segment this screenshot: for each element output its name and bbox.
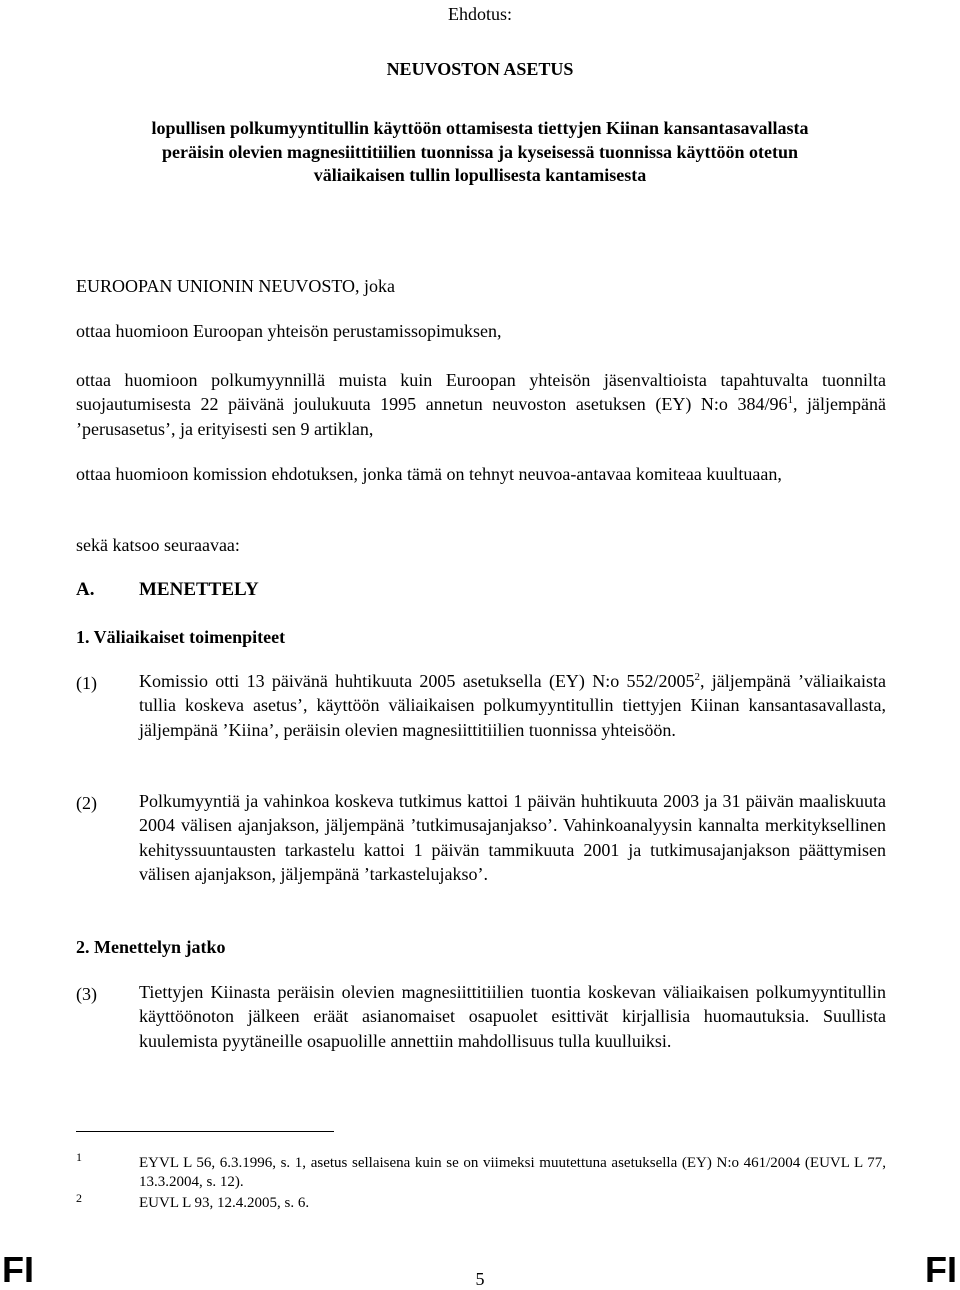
document-status-label: Ehdotus: xyxy=(447,4,512,24)
footnote-separator xyxy=(76,1131,334,1132)
recital-1-label: (1) xyxy=(76,673,97,693)
recital-1-text-b: , jäljempänä ’väliaikaista tullia koskeva asetus’, käyttöön väliaikaisen polkumyyntitullin tiettyjen Kiinan kansantasavallasta, jäljempänä ’Kiina’, peräisin olevien magnesiittitiilien tuonnissa yhteisöön. xyxy=(139,671,886,740)
citation-text-b: , jäljempänä ’perusasetus’, ja erityisesti sen 9 artiklan, xyxy=(76,394,886,439)
recital-2-text: Polkumyyntiä ja vahinkoa koskeva tutkimus kattoi 1 päivän huhtikuuta 2003 ja 31 päivän maaliskuuta 2004 välisen ajanjakson, jäljempänä ’tutkimusajanjakso’. Vahinkoanalyysin kannalta merkityksellinen kehityssuuntausten tarkastelu kattoi 1 päivän tammikuuta 2001 ja tutkimusajanjakson päättymisen välisen ajanjakson, jäljempänä ’tarkastelujakso’. xyxy=(139,791,886,885)
footnote-1-number: 1 xyxy=(76,1150,82,1164)
subject-line-1: lopullisen polkumyyntitullin käyttöön ottamisesta tiettyjen Kiinan kansantasavallasta xyxy=(151,118,809,138)
recital-3-label: (3) xyxy=(76,984,97,1004)
section-a-letter: A. xyxy=(76,579,95,600)
citation-commission-proposal: ottaa huomioon komission ehdotuksen, jonka tämä on tehnyt neuvoa-antavaa komiteaa kuultuaan, xyxy=(76,464,782,484)
council-heading: EUROOPAN UNIONIN NEUVOSTO, joka xyxy=(76,276,395,296)
citation-text-a: ottaa huomioon polkumyynnillä muista kuin Euroopan yhteisön jäsenvaltioista tapahtuvalta tuonnilta suojautumisesta 22 päivänä joulukuuta 1995 annetun neuvoston asetuksen (EY) N:o 384/96 xyxy=(76,370,886,415)
footnote-2-number: 2 xyxy=(76,1191,82,1205)
whereas-intro: sekä katsoo seuraavaa: xyxy=(76,535,240,555)
recital-3-text: Tiettyjen Kiinasta peräisin olevien magnesiittitiilien tuontia koskevan väliaikaisen polkumyyntitullin käyttöönoton jälkeen eräät asianomaiset osapuolet esittivät kirjallisia huomautuksia. Suullista kuulemista pyytäneille osapuolille annettiin mahdollisuus tulla kuulluiksi. xyxy=(139,982,886,1051)
footnote-ref-2: 2 xyxy=(694,671,700,683)
footnote-2-text: EUVL L 93, 12.4.2005, s. 6. xyxy=(139,1195,310,1211)
recital-1-text-a: Komissio otti 13 päivänä huhtikuuta 2005 asetuksella (EY) N:o 552/2005 xyxy=(139,671,695,691)
footnote-ref-1: 1 xyxy=(787,394,793,407)
subsection-1-title: 1. Väliaikaiset toimenpiteet xyxy=(76,627,286,647)
citation-basic-regulation xyxy=(76,368,886,441)
citation-treaty: ottaa huomioon Euroopan yhteisön perustamissopimuksen, xyxy=(76,321,502,341)
subsection-2-title: 2. Menettelyn jatko xyxy=(76,937,226,957)
footnote-1-text: EYVL L 56, 6.3.1996, s. 1, asetus sellaisena kuin se on viimeksi muutettuna asetuksella (EY) N:o 461/2004 (EUVL L 77, 13.3.2004, s. 12). xyxy=(139,1155,886,1190)
subject-line-2: peräisin olevien magnesiittitiilien tuonnissa ja kyseisessä tuonnissa käyttöön otetun xyxy=(161,142,799,162)
language-code-left: FI xyxy=(2,1249,34,1290)
recital-1-text xyxy=(139,669,886,742)
subject-line-3: väliaikaisen tullin lopullisesta kantamisesta xyxy=(313,165,647,185)
document-type-title: NEUVOSTON ASETUS xyxy=(386,59,574,79)
language-code-right: FI xyxy=(925,1249,957,1290)
recital-2-label: (2) xyxy=(76,793,97,813)
section-a-title: MENETTELY xyxy=(139,579,259,600)
page-number: 5 xyxy=(475,1269,485,1289)
